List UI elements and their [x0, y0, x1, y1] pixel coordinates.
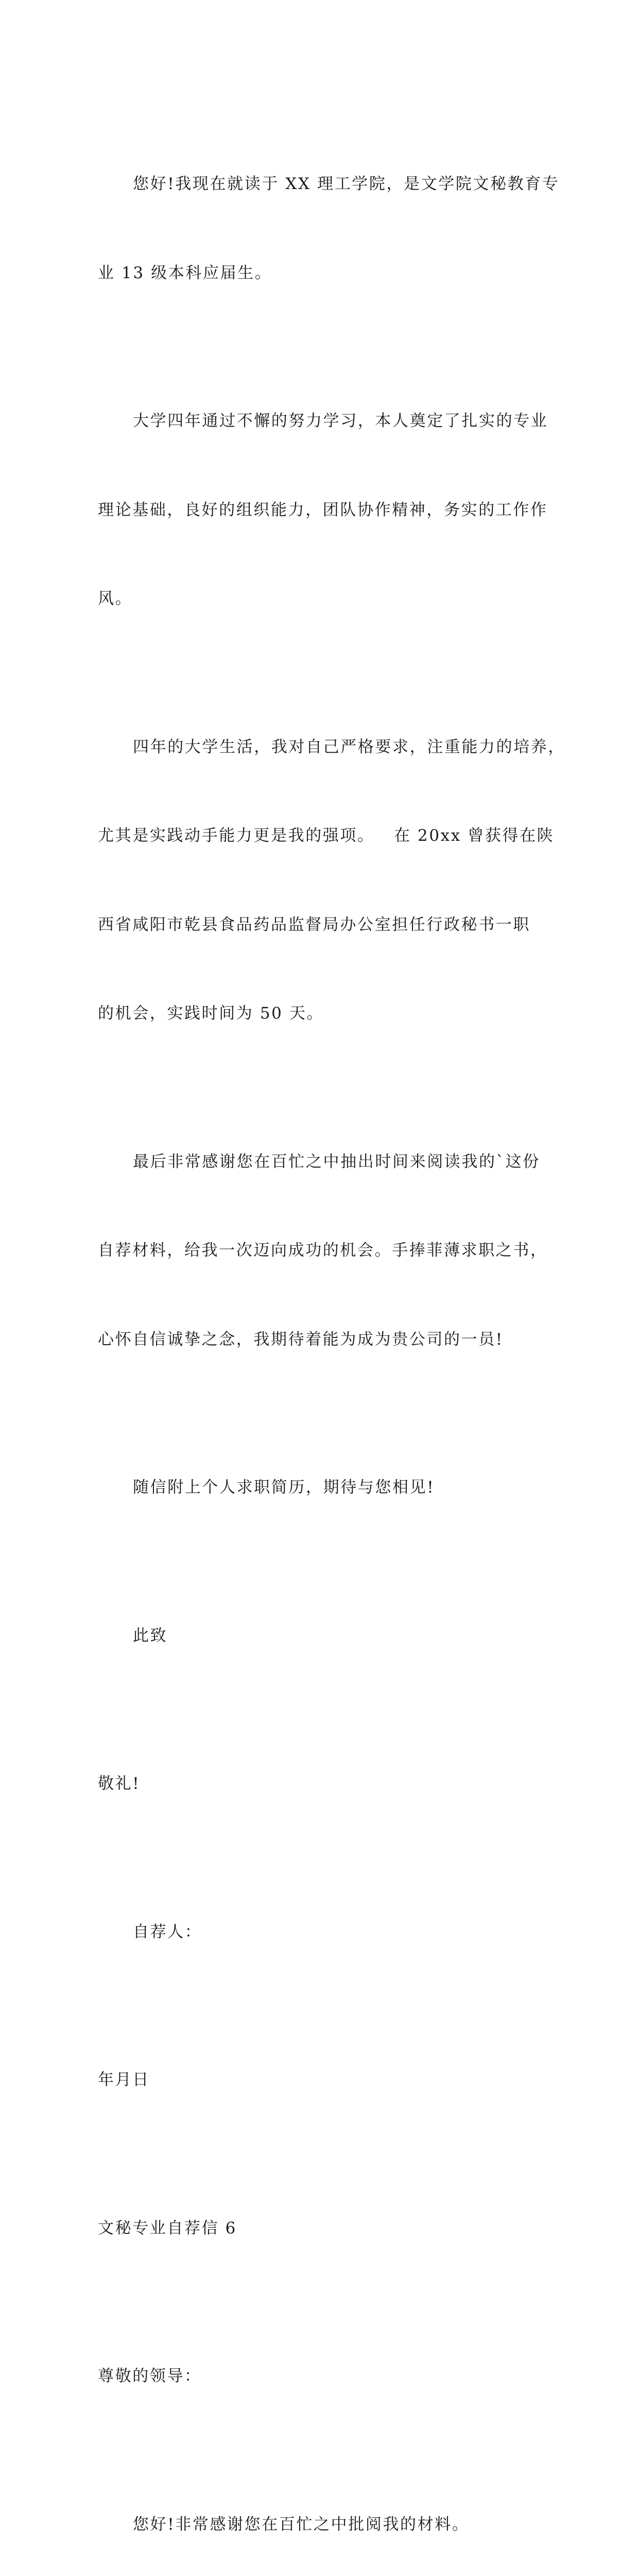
- document-body: [98, 110, 546, 2576]
- text-line: 文秘专业自荐信 6: [98, 2214, 546, 2244]
- paragraph-attachment: [98, 1414, 546, 1562]
- text-line: 尊敬的领导：: [98, 2362, 546, 2392]
- text-line: 风。: [98, 584, 546, 614]
- text-line: 西省咸阳市乾县食品药品监督局办公室担任行政秘书一职: [98, 910, 546, 940]
- document-page: [0, 0, 639, 904]
- text-line: 最后非常感谢您在百忙之中抽出时间来阅读我的`这份: [98, 1147, 546, 1177]
- text-line: 随信附上个人求职简历，期待与您相见!: [98, 1473, 546, 1503]
- text-line: 自荐人：: [98, 1918, 546, 1947]
- text-line: 敬礼!: [98, 1769, 546, 1799]
- paragraph-thanks: [98, 1088, 546, 1414]
- closing-salute: [98, 1710, 546, 1858]
- text-line: 大学四年通过不懈的努力学习，本人奠定了扎实的专业: [98, 406, 546, 436]
- text-line: 理论基础，良好的组织能力，团队协作精神，务实的工作作: [98, 496, 546, 526]
- text-line: 自荐材料，给我一次迈向成功的机会。手捧菲薄求职之书，: [98, 1236, 546, 1266]
- paragraph-greeting: [98, 110, 546, 347]
- text-line: 尤其是实践动手能力更是我的强项。 在 20xx 曾获得在陕: [98, 821, 546, 851]
- date-line: [98, 2006, 546, 2155]
- signer-line: [98, 1858, 546, 2007]
- text-line: 您好!非常感谢您在百忙之中批阅我的材料。: [98, 2510, 546, 2540]
- text-line: 此致: [98, 1621, 546, 1651]
- text-line: 的机会，实践时间为 50 天。: [98, 999, 546, 1029]
- paragraph-study: [98, 347, 546, 673]
- paragraph-greeting-2: [98, 2451, 546, 2576]
- section-title: [98, 2155, 546, 2303]
- text-line: 四年的大学生活，我对自己严格要求，注重能力的培养，: [98, 733, 546, 762]
- text-line: 业 13 级本科应届生。: [98, 259, 546, 289]
- salutation: [98, 2302, 546, 2451]
- text-line: 心怀自信诚挚之念，我期待着能为成为贵公司的一员!: [98, 1325, 546, 1355]
- text-line: 您好!我现在就读于 XX 理工学院，是文学院文秘教育专: [98, 170, 546, 199]
- closing-phrase: [98, 1562, 546, 1710]
- text-line: 年月日: [98, 2065, 546, 2095]
- paragraph-practice: [98, 673, 546, 1088]
